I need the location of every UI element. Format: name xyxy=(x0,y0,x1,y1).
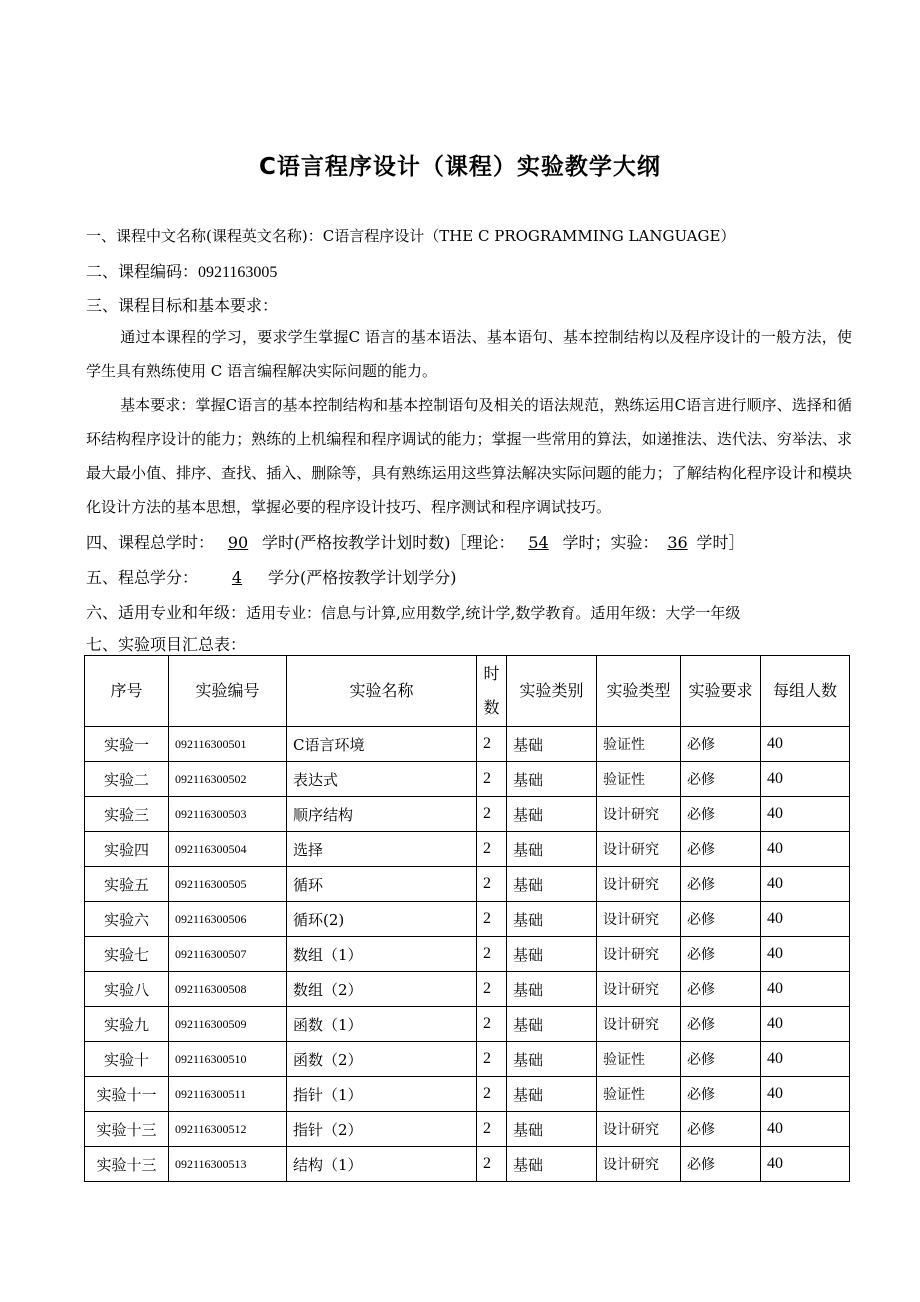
cell-index: 实验九 xyxy=(85,1007,169,1042)
cell-type: 设计研究 xyxy=(597,972,681,1007)
cell-requirement: 必修 xyxy=(681,867,761,902)
applicable-label: 六、适用专业和年级： xyxy=(86,603,247,622)
cell-type: 验证性 xyxy=(597,1042,681,1077)
cell-requirement: 必修 xyxy=(681,1147,761,1182)
cell-hours: 2 xyxy=(477,937,507,972)
cell-group-size: 40 xyxy=(761,867,850,902)
cell-code: 092116300502 xyxy=(169,762,287,797)
cell-group-size: 40 xyxy=(761,1042,850,1077)
cell-requirement: 必修 xyxy=(681,797,761,832)
cell-group-size: 40 xyxy=(761,937,850,972)
cell-requirement: 必修 xyxy=(681,1042,761,1077)
cell-index: 实验四 xyxy=(85,832,169,867)
header-code: 实验编号 xyxy=(169,656,287,727)
total-hours-text-3: 学时］ xyxy=(696,533,745,552)
cell-index: 实验一 xyxy=(85,727,169,762)
cell-code: 092116300503 xyxy=(169,797,287,832)
cell-index: 实验十一 xyxy=(85,1077,169,1112)
goals-paragraph-text: 通过本课程的学习，要求学生掌握C 语言的基本语法、基本语句、基本控制结构以及程序设计的一般方法，使学生具有熟练使用 C 语言编程解决实际问题的能力。 xyxy=(86,328,852,380)
cell-group-size: 40 xyxy=(761,762,850,797)
page-title: C语言程序设计（课程）实验教学大纲 xyxy=(259,154,661,180)
credits-line xyxy=(86,565,457,588)
requirements-paragraph-text: 基本要求：掌握C语言的基本控制结构和基本控制语句及相关的语法规范，熟练运用C语言进行顺序、选择和循环结构程序设计的能力；熟练的上机编程和程序调试的能力；掌握一些常用的算法，如递推法、迭代法、穷举法、求最大最小值、排序、查找、插入、删除等，具有熟练运用这些算法解决实际问题的能力；了解结构化程序设计和模块化设计方法的基本思想，掌握必要的程序设计技巧、程序测试和程序调试技巧。 xyxy=(86,396,852,516)
course-name-label: 一、课程中文名称(课程英文名称)： xyxy=(86,227,323,245)
cell-name: 循环 xyxy=(287,867,477,902)
experiment-summary-table xyxy=(84,655,850,1182)
cell-code: 092116300511 xyxy=(169,1077,287,1112)
cell-hours: 2 xyxy=(477,867,507,902)
cell-group-size: 40 xyxy=(761,972,850,1007)
header-index: 序号 xyxy=(85,656,169,727)
table-row xyxy=(85,797,850,832)
table-row xyxy=(85,762,850,797)
table-row xyxy=(85,832,850,867)
cell-type: 设计研究 xyxy=(597,1112,681,1147)
total-hours-value: 90 xyxy=(227,533,249,552)
cell-name: C语言环境 xyxy=(287,727,477,762)
cell-category: 基础 xyxy=(507,1077,597,1112)
table-row xyxy=(85,727,850,762)
cell-name: 函数（2） xyxy=(287,1042,477,1077)
cell-hours: 2 xyxy=(477,762,507,797)
goals-paragraph xyxy=(86,320,852,388)
cell-category: 基础 xyxy=(507,902,597,937)
credits-label: 五、程总学分： xyxy=(86,568,199,587)
cell-type: 设计研究 xyxy=(597,832,681,867)
course-code-label: 二、课程编码： xyxy=(86,262,199,281)
cell-code: 092116300506 xyxy=(169,902,287,937)
cell-category: 基础 xyxy=(507,1112,597,1147)
course-goals-heading: 三、课程目标和基本要求： xyxy=(86,296,279,315)
cell-category: 基础 xyxy=(507,972,597,1007)
cell-requirement: 必修 xyxy=(681,1112,761,1147)
cell-requirement: 必修 xyxy=(681,972,761,1007)
total-hours-line xyxy=(86,530,745,553)
table-row xyxy=(85,1007,850,1042)
cell-name: 顺序结构 xyxy=(287,797,477,832)
table-row xyxy=(85,1077,850,1112)
cell-name: 函数（1） xyxy=(287,1007,477,1042)
course-code-line xyxy=(86,259,277,282)
cell-name: 循环(2) xyxy=(287,902,477,937)
cell-requirement: 必修 xyxy=(681,937,761,972)
total-hours-text-1: 学时(严格按教学计划时数)［理论： xyxy=(262,533,515,552)
cell-code: 092116300512 xyxy=(169,1112,287,1147)
header-type: 实验类型 xyxy=(597,656,681,727)
cell-group-size: 40 xyxy=(761,797,850,832)
applicable-value: 适用专业：信息与计算,应用数学,统计学,数学教育。适用年级：大学一年级 xyxy=(246,604,741,622)
cell-requirement: 必修 xyxy=(681,1077,761,1112)
cell-category: 基础 xyxy=(507,727,597,762)
table-row xyxy=(85,1147,850,1182)
cell-type: 设计研究 xyxy=(597,1147,681,1182)
total-hours-text-2: 学时；实验： xyxy=(562,533,659,552)
cell-category: 基础 xyxy=(507,867,597,902)
cell-group-size: 40 xyxy=(761,832,850,867)
course-name-value: C语言程序设计（THE C PROGRAMMING LANGUAGE） xyxy=(322,227,736,245)
cell-category: 基础 xyxy=(507,797,597,832)
cell-group-size: 40 xyxy=(761,727,850,762)
course-code-value: 0921163005 xyxy=(198,264,278,281)
cell-hours: 2 xyxy=(477,727,507,762)
cell-requirement: 必修 xyxy=(681,1007,761,1042)
requirements-paragraph xyxy=(86,388,852,524)
cell-code: 092116300504 xyxy=(169,832,287,867)
cell-code: 092116300505 xyxy=(169,867,287,902)
cell-hours: 2 xyxy=(477,1042,507,1077)
cell-type: 设计研究 xyxy=(597,1007,681,1042)
cell-type: 设计研究 xyxy=(597,902,681,937)
cell-hours: 2 xyxy=(477,832,507,867)
cell-index: 实验十三 xyxy=(85,1112,169,1147)
table-row xyxy=(85,937,850,972)
cell-type: 设计研究 xyxy=(597,937,681,972)
cell-index: 实验二 xyxy=(85,762,169,797)
lab-hours-value: 36 xyxy=(667,533,688,552)
cell-type: 验证性 xyxy=(597,1077,681,1112)
cell-index: 实验七 xyxy=(85,937,169,972)
header-category: 实验类别 xyxy=(507,656,597,727)
cell-category: 基础 xyxy=(507,1042,597,1077)
cell-hours: 2 xyxy=(477,902,507,937)
course-name-line xyxy=(86,225,735,246)
cell-category: 基础 xyxy=(507,832,597,867)
cell-type: 设计研究 xyxy=(597,867,681,902)
summary-table-heading: 七、实验项目汇总表： xyxy=(86,635,247,654)
cell-code: 092116300507 xyxy=(169,937,287,972)
cell-category: 基础 xyxy=(507,1007,597,1042)
cell-group-size: 40 xyxy=(761,1077,850,1112)
cell-index: 实验五 xyxy=(85,867,169,902)
cell-code: 092116300513 xyxy=(169,1147,287,1182)
cell-hours: 2 xyxy=(477,1147,507,1182)
cell-name: 数组（1） xyxy=(287,937,477,972)
cell-name: 指针（2） xyxy=(287,1112,477,1147)
cell-name: 结构（1） xyxy=(287,1147,477,1182)
cell-category: 基础 xyxy=(507,937,597,972)
table-header-row xyxy=(85,656,850,727)
cell-hours: 2 xyxy=(477,1007,507,1042)
cell-hours: 2 xyxy=(477,797,507,832)
cell-group-size: 40 xyxy=(761,1147,850,1182)
cell-index: 实验十 xyxy=(85,1042,169,1077)
cell-code: 092116300501 xyxy=(169,727,287,762)
applicable-line xyxy=(86,600,740,623)
cell-group-size: 40 xyxy=(761,1007,850,1042)
cell-type: 验证性 xyxy=(597,727,681,762)
cell-code: 092116300509 xyxy=(169,1007,287,1042)
cell-requirement: 必修 xyxy=(681,902,761,937)
cell-requirement: 必修 xyxy=(681,832,761,867)
cell-group-size: 40 xyxy=(761,902,850,937)
table-row xyxy=(85,902,850,937)
cell-index: 实验三 xyxy=(85,797,169,832)
cell-hours: 2 xyxy=(477,1112,507,1147)
table-row xyxy=(85,1112,850,1147)
table-row xyxy=(85,972,850,1007)
cell-code: 092116300508 xyxy=(169,972,287,1007)
cell-index: 实验八 xyxy=(85,972,169,1007)
cell-category: 基础 xyxy=(507,762,597,797)
cell-name: 表达式 xyxy=(287,762,477,797)
table-row xyxy=(85,867,850,902)
cell-name: 数组（2） xyxy=(287,972,477,1007)
cell-requirement: 必修 xyxy=(681,727,761,762)
cell-requirement: 必修 xyxy=(681,762,761,797)
cell-code: 092116300510 xyxy=(169,1042,287,1077)
credits-value: 4 xyxy=(231,568,243,587)
cell-index: 实验十三 xyxy=(85,1147,169,1182)
cell-index: 实验六 xyxy=(85,902,169,937)
header-group-size: 每组人数 xyxy=(761,656,850,727)
cell-hours: 2 xyxy=(477,972,507,1007)
cell-type: 设计研究 xyxy=(597,797,681,832)
header-hours: 时数 xyxy=(477,656,507,727)
table-row xyxy=(85,1042,850,1077)
theory-hours-value: 54 xyxy=(528,533,549,552)
total-hours-label: 四、课程总学时： xyxy=(86,533,215,552)
cell-category: 基础 xyxy=(507,1147,597,1182)
cell-name: 指针（1） xyxy=(287,1077,477,1112)
header-requirement: 实验要求 xyxy=(681,656,761,727)
header-name: 实验名称 xyxy=(287,656,477,727)
credits-text: 学分(严格按教学计划学分) xyxy=(268,568,457,587)
cell-hours: 2 xyxy=(477,1077,507,1112)
cell-group-size: 40 xyxy=(761,1112,850,1147)
cell-name: 选择 xyxy=(287,832,477,867)
cell-type: 验证性 xyxy=(597,762,681,797)
